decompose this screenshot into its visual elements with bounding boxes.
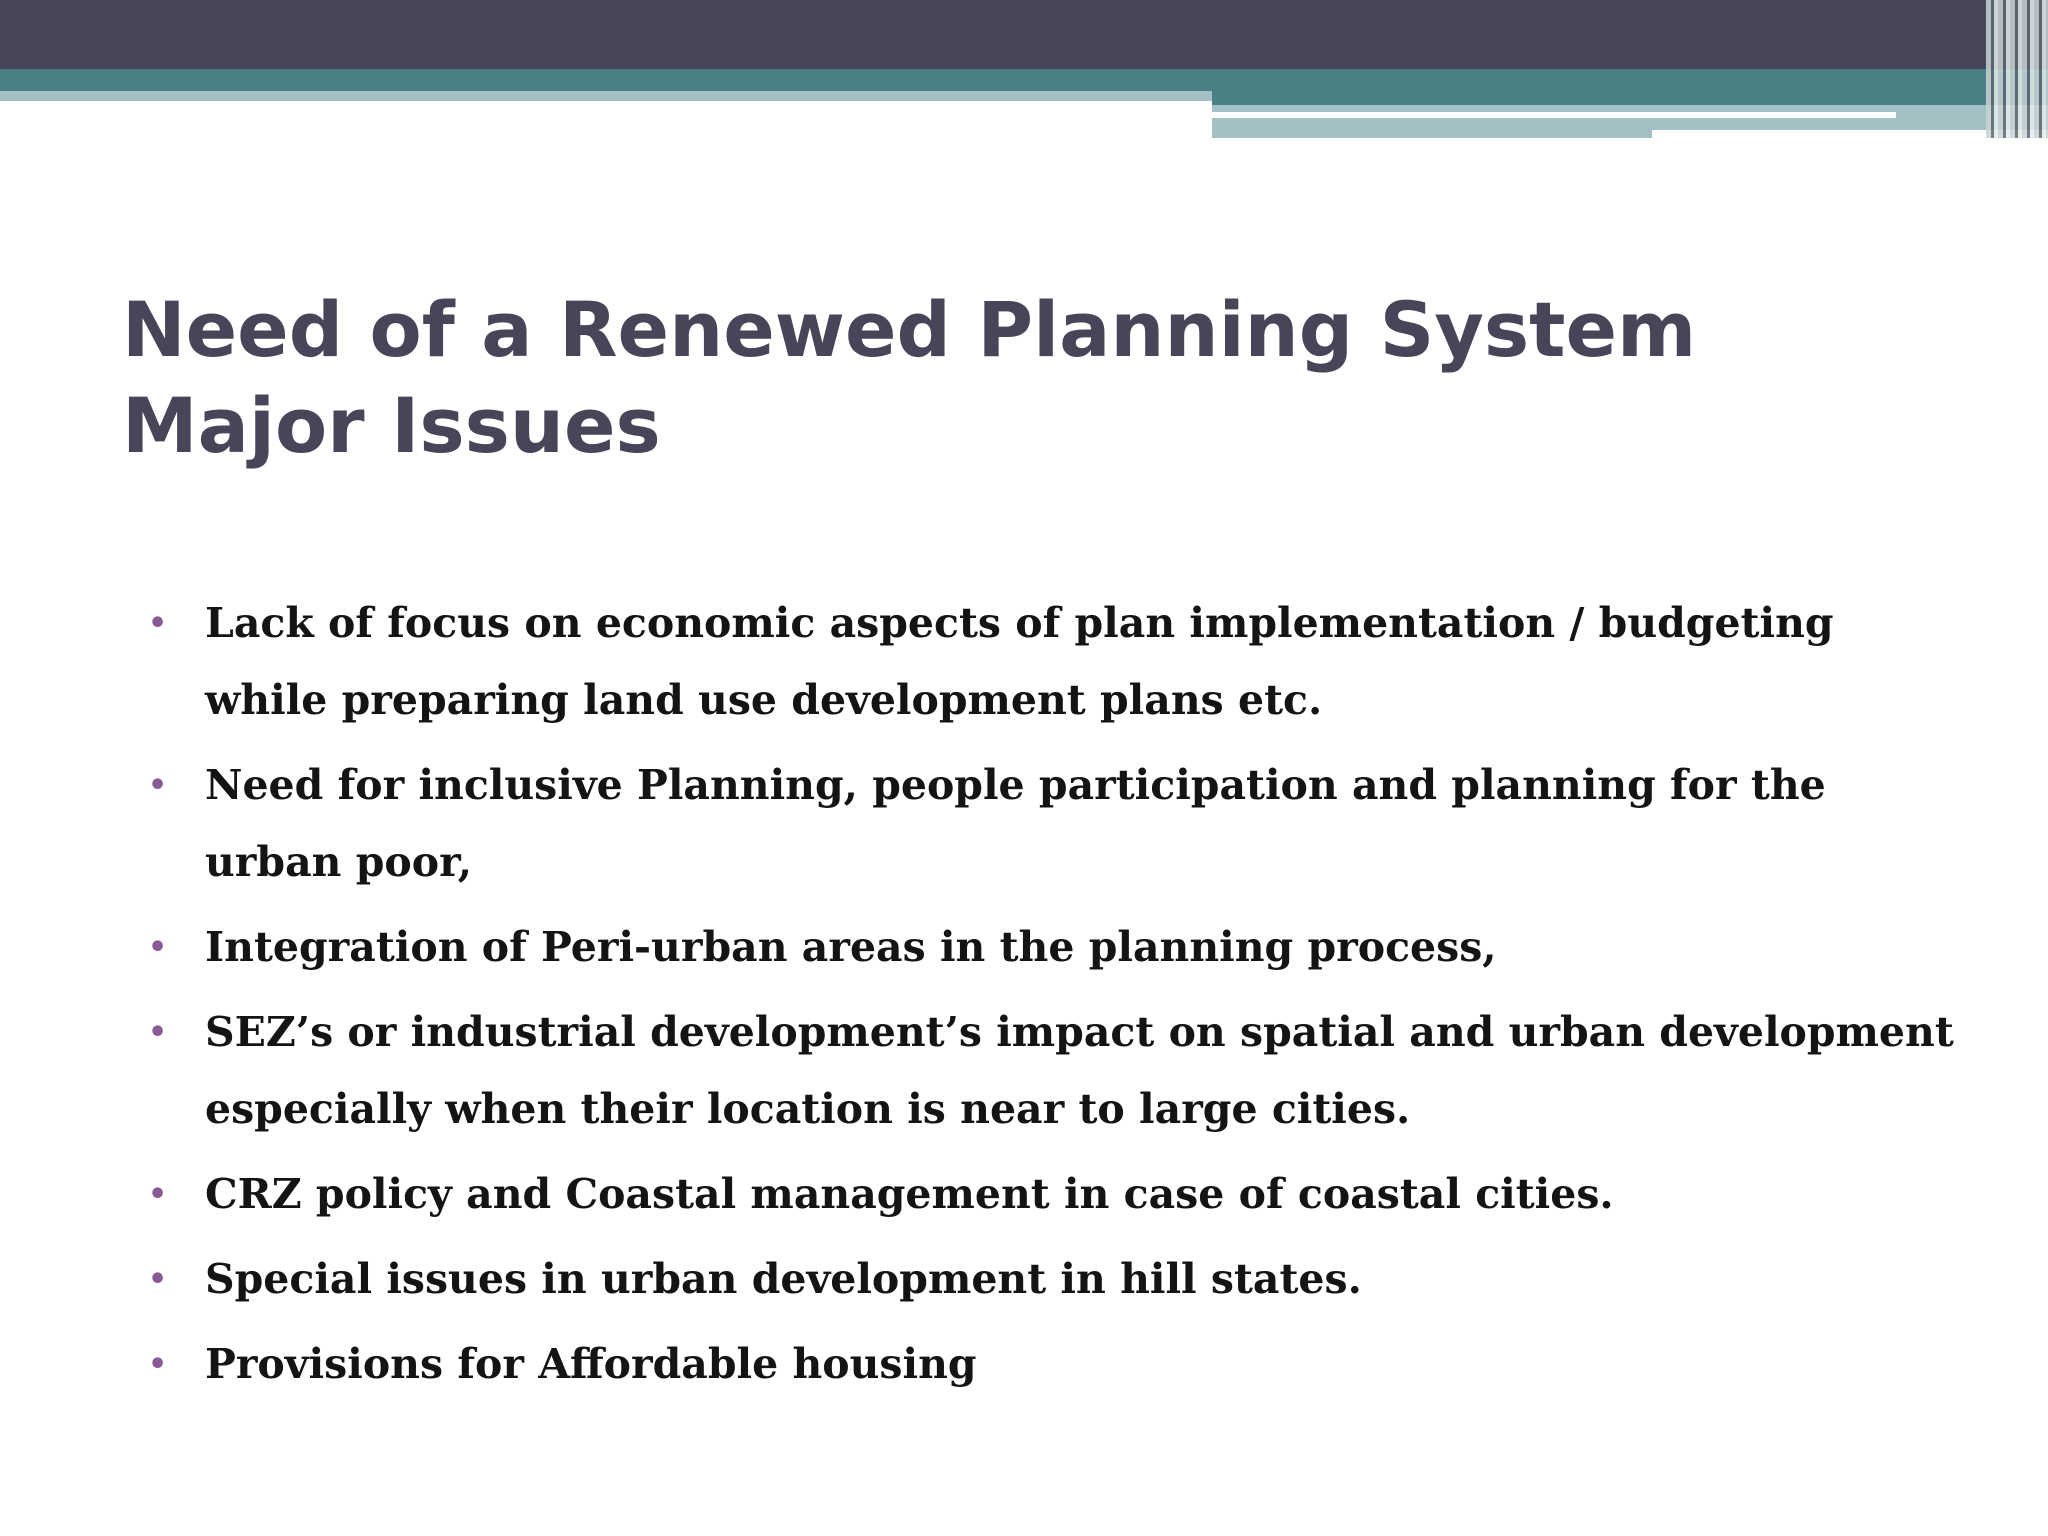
bullet-text: Integration of Peri-urban areas in the planning process, <box>205 923 1497 971</box>
bullet-dot-icon: • <box>148 606 168 641</box>
bullet-item <box>148 909 1968 986</box>
bullet-text: Lack of focus on economic aspects of plan implementation / budgeting while preparing land use development plans etc. <box>205 599 1834 724</box>
bullet-item <box>148 585 1968 739</box>
bullet-dot-icon: • <box>148 930 168 965</box>
bullet-item <box>148 747 1968 901</box>
bullet-item <box>148 1241 1968 1318</box>
bullet-dot-icon: • <box>148 1262 168 1297</box>
bullet-item <box>148 994 1968 1148</box>
bullet-dot-icon: • <box>148 1347 168 1382</box>
header-vertical-stripes <box>1986 0 2048 138</box>
header-bar-light-left <box>0 91 1212 101</box>
bullet-dot-icon: • <box>148 1015 168 1050</box>
bullet-dot-icon: • <box>148 1177 168 1212</box>
bullet-text: Need for inclusive Planning, people participation and planning for the urban poor, <box>205 761 1826 886</box>
bullet-item <box>148 1156 1968 1233</box>
bullet-text: SEZ’s or industrial development’s impact on spatial and urban development especially when their location is near to large cities. <box>205 1008 1954 1133</box>
title-line-1: Need of a Renewed Planning System <box>122 285 1697 374</box>
slide-title <box>122 282 1822 474</box>
bullet-text: Special issues in urban development in hill states. <box>205 1255 1362 1303</box>
bullet-dot-icon: • <box>148 768 168 803</box>
bullet-item <box>148 1326 1968 1403</box>
header-bar-dark <box>0 0 2048 69</box>
header-white-stripe <box>1212 112 1896 118</box>
bullet-text: Provisions for Affordable housing <box>205 1340 977 1388</box>
header-bar-teal-right <box>1212 91 2048 105</box>
bullet-list <box>148 585 1968 1411</box>
bullet-text: CRZ policy and Coastal management in case of coastal cities. <box>205 1170 1614 1218</box>
header-bar-teal <box>0 69 2048 91</box>
title-line-2: Major Issues <box>122 381 661 470</box>
